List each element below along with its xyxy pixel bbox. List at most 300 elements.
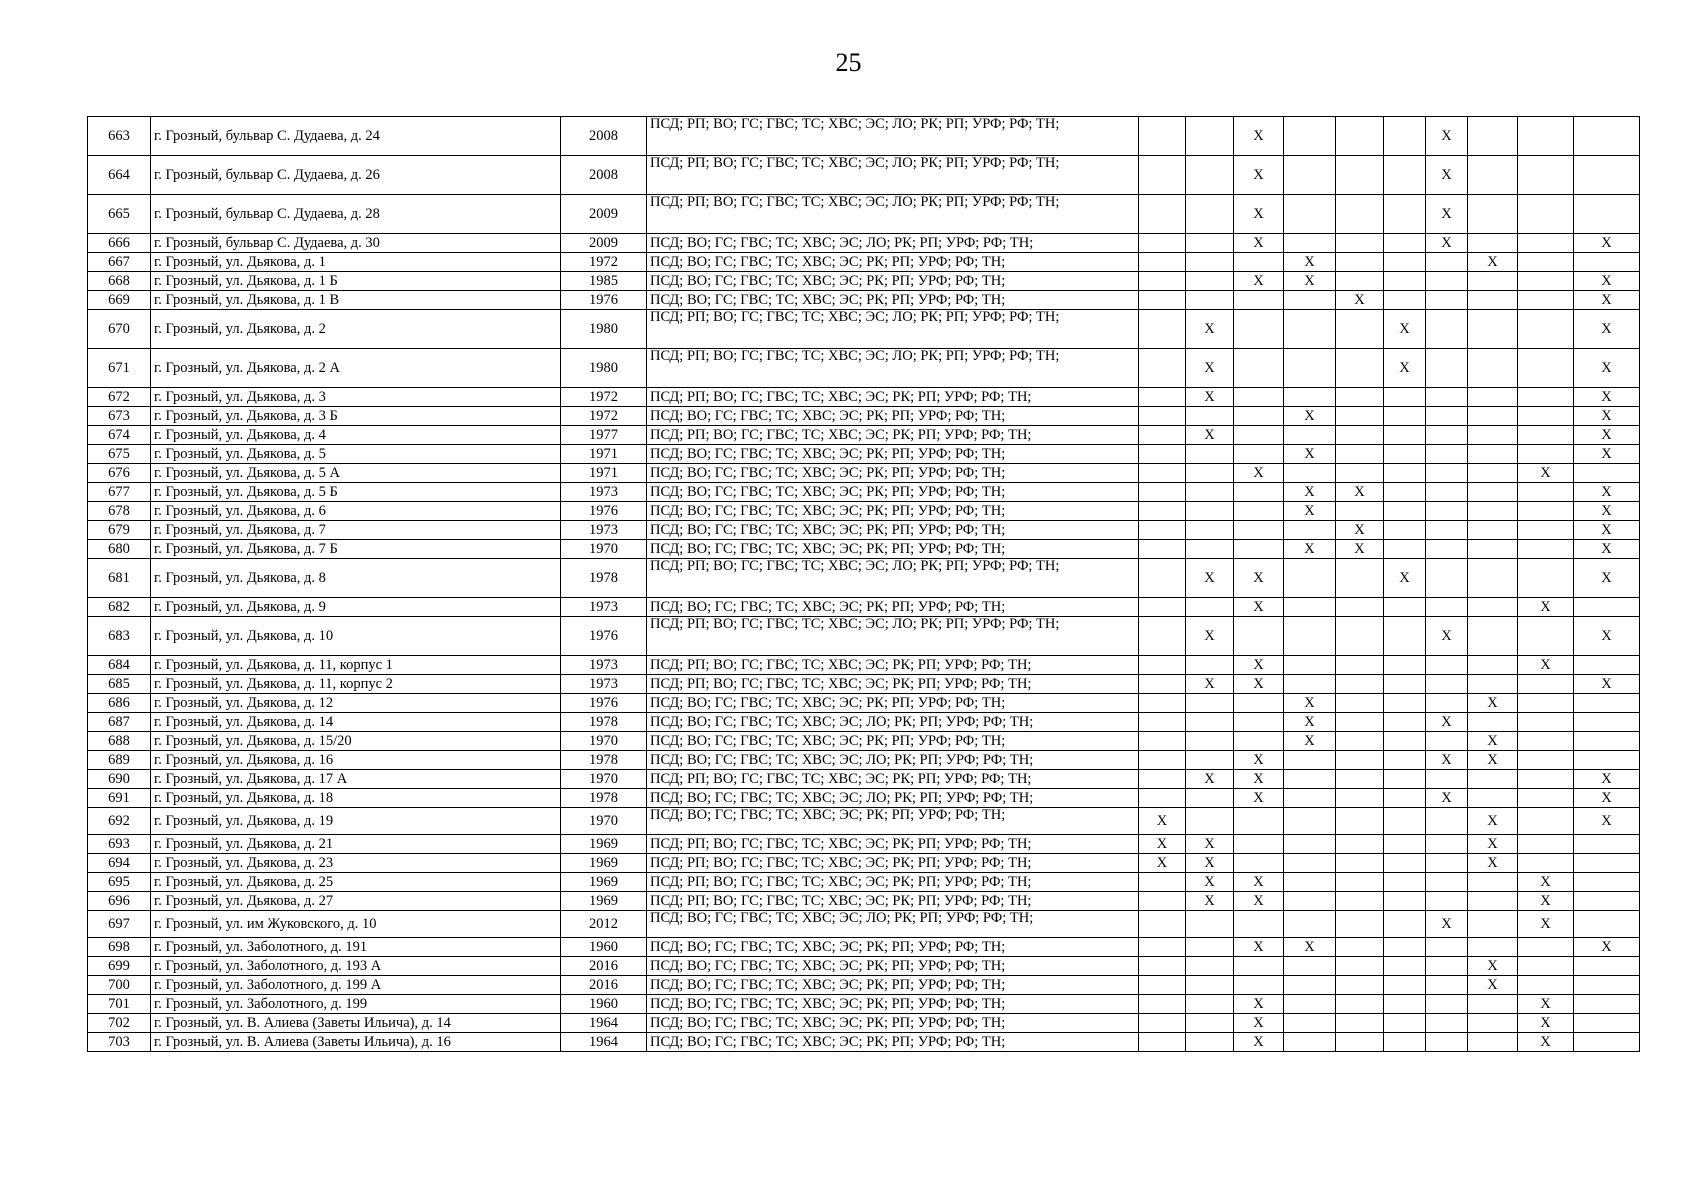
mark-cell — [1139, 156, 1186, 195]
mark-cell — [1284, 598, 1336, 617]
mark-cell — [1468, 388, 1518, 407]
mark-cell — [1468, 995, 1518, 1014]
row-number: 668 — [88, 272, 151, 291]
table-row — [88, 521, 1640, 540]
address-cell: г. Грозный, ул. Дьякова, д. 6 — [151, 502, 561, 521]
mark-cell — [1186, 789, 1234, 808]
year-cell: 2016 — [561, 976, 647, 995]
works-list-cell: ПСД; ВО; ГС; ГВС; ТС; ХВС; ЭС; РК; РП; УРФ; РФ; ТН; — [647, 540, 1139, 559]
mark-cell: X — [1574, 789, 1640, 808]
mark-cell — [1518, 617, 1574, 656]
mark-cell — [1574, 873, 1640, 892]
mark-cell: X — [1468, 808, 1518, 835]
year-cell: 1978 — [561, 713, 647, 732]
mark-cell: X — [1186, 675, 1234, 694]
table-row — [88, 388, 1640, 407]
mark-cell — [1139, 938, 1186, 957]
table-row — [88, 957, 1640, 976]
mark-cell: X — [1468, 976, 1518, 995]
mark-cell: X — [1574, 540, 1640, 559]
mark-cell — [1234, 310, 1284, 349]
mark-cell — [1384, 911, 1426, 938]
mark-cell — [1139, 117, 1186, 156]
mark-cell — [1139, 502, 1186, 521]
mark-cell: X — [1234, 464, 1284, 483]
row-number: 695 — [88, 873, 151, 892]
address-cell: г. Грозный, ул. Дьякова, д. 15/20 — [151, 732, 561, 751]
address-cell: г. Грозный, ул. Дьякова, д. 9 — [151, 598, 561, 617]
mark-cell — [1284, 675, 1336, 694]
mark-cell: X — [1518, 656, 1574, 675]
mark-cell — [1468, 521, 1518, 540]
mark-cell — [1518, 310, 1574, 349]
mark-cell — [1336, 854, 1384, 873]
mark-cell — [1468, 310, 1518, 349]
table-row — [88, 995, 1640, 1014]
mark-cell — [1518, 976, 1574, 995]
mark-cell — [1139, 770, 1186, 789]
works-list-cell: ПСД; ВО; ГС; ГВС; ТС; ХВС; ЭС; РК; РП; УРФ; РФ; ТН; — [647, 694, 1139, 713]
mark-cell — [1336, 598, 1384, 617]
mark-cell — [1426, 808, 1468, 835]
mark-cell: X — [1139, 808, 1186, 835]
mark-cell: X — [1574, 808, 1640, 835]
mark-cell — [1518, 234, 1574, 253]
mark-cell: X — [1284, 483, 1336, 502]
mark-cell — [1384, 1033, 1426, 1052]
mark-cell — [1139, 1033, 1186, 1052]
address-cell: г. Грозный, ул. Дьякова, д. 5 — [151, 445, 561, 464]
mark-cell — [1518, 938, 1574, 957]
mark-cell — [1336, 1014, 1384, 1033]
mark-cell — [1336, 310, 1384, 349]
mark-cell: X — [1186, 892, 1234, 911]
mark-cell — [1139, 540, 1186, 559]
mark-cell — [1518, 713, 1574, 732]
mark-cell: X — [1574, 388, 1640, 407]
row-number: 665 — [88, 195, 151, 234]
mark-cell — [1336, 976, 1384, 995]
address-cell: г. Грозный, ул. Дьякова, д. 27 — [151, 892, 561, 911]
mark-cell — [1384, 938, 1426, 957]
mark-cell — [1384, 253, 1426, 272]
mark-cell: X — [1186, 854, 1234, 873]
year-cell: 1969 — [561, 835, 647, 854]
mark-cell: X — [1518, 464, 1574, 483]
mark-cell — [1284, 617, 1336, 656]
mark-cell: X — [1426, 789, 1468, 808]
row-number: 675 — [88, 445, 151, 464]
works-list-cell: ПСД; РП; ВО; ГС; ГВС; ТС; ХВС; ЭС; РК; РП; УРФ; РФ; ТН; — [647, 873, 1139, 892]
works-list-cell: ПСД; ВО; ГС; ГВС; ТС; ХВС; ЭС; РК; РП; УРФ; РФ; ТН; — [647, 272, 1139, 291]
mark-cell — [1468, 195, 1518, 234]
row-number: 696 — [88, 892, 151, 911]
table-row — [88, 770, 1640, 789]
mark-cell — [1284, 156, 1336, 195]
address-cell: г. Грозный, ул. Дьякова, д. 2 А — [151, 349, 561, 388]
mark-cell — [1186, 540, 1234, 559]
mark-cell — [1384, 117, 1426, 156]
mark-cell — [1518, 694, 1574, 713]
mark-cell: X — [1186, 873, 1234, 892]
year-cell: 1976 — [561, 502, 647, 521]
mark-cell — [1186, 751, 1234, 770]
mark-cell — [1518, 291, 1574, 310]
mark-cell — [1426, 521, 1468, 540]
year-cell: 1978 — [561, 789, 647, 808]
mark-cell — [1139, 598, 1186, 617]
address-cell: г. Грозный, ул. Дьякова, д. 8 — [151, 559, 561, 598]
mark-cell — [1468, 873, 1518, 892]
mark-cell — [1518, 156, 1574, 195]
mark-cell — [1139, 559, 1186, 598]
mark-cell — [1139, 272, 1186, 291]
table-row — [88, 713, 1640, 732]
mark-cell — [1426, 995, 1468, 1014]
address-cell: г. Грозный, ул. Дьякова, д. 5 А — [151, 464, 561, 483]
table-row — [88, 559, 1640, 598]
mark-cell — [1518, 407, 1574, 426]
mark-cell — [1336, 426, 1384, 445]
mark-cell — [1186, 464, 1234, 483]
mark-cell — [1284, 751, 1336, 770]
mark-cell: X — [1518, 995, 1574, 1014]
table-row — [88, 617, 1640, 656]
mark-cell — [1518, 808, 1574, 835]
mark-cell: X — [1139, 835, 1186, 854]
mark-cell — [1186, 117, 1234, 156]
mark-cell — [1186, 995, 1234, 1014]
mark-cell — [1234, 976, 1284, 995]
works-list-cell: ПСД; ВО; ГС; ГВС; ТС; ХВС; ЭС; РК; РП; УРФ; РФ; ТН; — [647, 1014, 1139, 1033]
row-number: 694 — [88, 854, 151, 873]
mark-cell — [1336, 835, 1384, 854]
address-cell: г. Грозный, ул. Дьякова, д. 3 Б — [151, 407, 561, 426]
mark-cell — [1186, 445, 1234, 464]
mark-cell — [1468, 1014, 1518, 1033]
mark-cell — [1384, 656, 1426, 675]
year-cell: 1973 — [561, 521, 647, 540]
mark-cell — [1234, 713, 1284, 732]
mark-cell: X — [1426, 617, 1468, 656]
mark-cell: X — [1468, 835, 1518, 854]
works-list-cell: ПСД; ВО; ГС; ГВС; ТС; ХВС; ЭС; РК; РП; УРФ; РФ; ТН; — [647, 957, 1139, 976]
mark-cell — [1468, 291, 1518, 310]
works-list-cell: ПСД; ВО; ГС; ГВС; ТС; ХВС; ЭС; РК; РП; УРФ; РФ; ТН; — [647, 808, 1139, 835]
mark-cell — [1468, 675, 1518, 694]
mark-cell — [1468, 911, 1518, 938]
mark-cell: X — [1518, 1014, 1574, 1033]
year-cell: 1977 — [561, 426, 647, 445]
mark-cell — [1284, 808, 1336, 835]
mark-cell: X — [1186, 770, 1234, 789]
row-number: 672 — [88, 388, 151, 407]
mark-cell — [1518, 751, 1574, 770]
mark-cell — [1284, 892, 1336, 911]
mark-cell — [1336, 873, 1384, 892]
mark-cell: X — [1426, 713, 1468, 732]
address-cell: г. Грозный, ул. Дьякова, д. 1 В — [151, 291, 561, 310]
works-list-cell: ПСД; ВО; ГС; ГВС; ТС; ХВС; ЭС; РК; РП; УРФ; РФ; ТН; — [647, 732, 1139, 751]
mark-cell — [1139, 957, 1186, 976]
mark-cell — [1518, 272, 1574, 291]
mark-cell — [1518, 559, 1574, 598]
works-list-cell: ПСД; РП; ВО; ГС; ГВС; ТС; ХВС; ЭС; ЛО; РК; РП; УРФ; РФ; ТН; — [647, 617, 1139, 656]
mark-cell — [1384, 483, 1426, 502]
mark-cell — [1336, 892, 1384, 911]
address-cell: г. Грозный, ул. Дьякова, д. 16 — [151, 751, 561, 770]
mark-cell — [1336, 445, 1384, 464]
mark-cell — [1384, 976, 1426, 995]
mark-cell — [1234, 483, 1284, 502]
mark-cell — [1336, 751, 1384, 770]
mark-cell — [1518, 117, 1574, 156]
mark-cell — [1518, 854, 1574, 873]
mark-cell — [1468, 483, 1518, 502]
mark-cell: X — [1468, 694, 1518, 713]
mark-cell: X — [1284, 694, 1336, 713]
mark-cell — [1384, 751, 1426, 770]
mark-cell — [1186, 656, 1234, 675]
table-row — [88, 483, 1640, 502]
mark-cell — [1574, 694, 1640, 713]
mark-cell — [1139, 388, 1186, 407]
table-row — [88, 540, 1640, 559]
mark-cell — [1186, 272, 1234, 291]
mark-cell — [1426, 445, 1468, 464]
mark-cell: X — [1186, 835, 1234, 854]
mark-cell — [1384, 540, 1426, 559]
row-number: 679 — [88, 521, 151, 540]
mark-cell — [1574, 117, 1640, 156]
mark-cell — [1468, 598, 1518, 617]
address-cell: г. Грозный, ул. Заболотного, д. 193 А — [151, 957, 561, 976]
year-cell: 1969 — [561, 892, 647, 911]
works-list-cell: ПСД; РП; ВО; ГС; ГВС; ТС; ХВС; ЭС; РК; РП; УРФ; РФ; ТН; — [647, 675, 1139, 694]
mark-cell — [1234, 808, 1284, 835]
mark-cell — [1574, 751, 1640, 770]
mark-cell: X — [1574, 483, 1640, 502]
works-list-cell: ПСД; РП; ВО; ГС; ГВС; ТС; ХВС; ЭС; РК; РП; УРФ; РФ; ТН; — [647, 835, 1139, 854]
mark-cell: X — [1234, 1033, 1284, 1052]
address-cell: г. Грозный, бульвар С. Дудаева, д. 30 — [151, 234, 561, 253]
mark-cell — [1336, 156, 1384, 195]
mark-cell — [1426, 976, 1468, 995]
year-cell: 2012 — [561, 911, 647, 938]
table-row — [88, 426, 1640, 445]
mark-cell: X — [1468, 732, 1518, 751]
mark-cell — [1336, 388, 1384, 407]
row-number: 680 — [88, 540, 151, 559]
mark-cell: X — [1234, 656, 1284, 675]
mark-cell — [1284, 1014, 1336, 1033]
mark-cell — [1426, 502, 1468, 521]
mark-cell: X — [1574, 675, 1640, 694]
mark-cell — [1426, 1033, 1468, 1052]
table-row — [88, 464, 1640, 483]
mark-cell — [1468, 559, 1518, 598]
mark-cell — [1574, 1014, 1640, 1033]
mark-cell — [1384, 598, 1426, 617]
mark-cell — [1336, 617, 1384, 656]
table-row — [88, 1014, 1640, 1033]
mark-cell — [1186, 195, 1234, 234]
mark-cell — [1426, 892, 1468, 911]
address-cell: г. Грозный, ул. Дьякова, д. 18 — [151, 789, 561, 808]
row-number: 685 — [88, 675, 151, 694]
address-cell: г. Грозный, ул. Заболотного, д. 191 — [151, 938, 561, 957]
address-cell: г. Грозный, ул. Дьякова, д. 1 — [151, 253, 561, 272]
mark-cell: X — [1234, 938, 1284, 957]
mark-cell: X — [1468, 854, 1518, 873]
mark-cell: X — [1284, 732, 1336, 751]
mark-cell — [1186, 938, 1234, 957]
mark-cell: X — [1468, 253, 1518, 272]
mark-cell — [1139, 873, 1186, 892]
row-number: 683 — [88, 617, 151, 656]
table-row — [88, 675, 1640, 694]
row-number: 677 — [88, 483, 151, 502]
mark-cell — [1426, 540, 1468, 559]
year-cell: 1960 — [561, 938, 647, 957]
mark-cell — [1336, 559, 1384, 598]
mark-cell: X — [1518, 892, 1574, 911]
mark-cell — [1426, 854, 1468, 873]
mark-cell — [1234, 911, 1284, 938]
year-cell: 1964 — [561, 1033, 647, 1052]
mark-cell — [1384, 617, 1426, 656]
year-cell: 1976 — [561, 694, 647, 713]
address-cell: г. Грозный, ул. Заболотного, д. 199 А — [151, 976, 561, 995]
mark-cell — [1284, 388, 1336, 407]
mark-cell — [1186, 502, 1234, 521]
table-row — [88, 835, 1640, 854]
mark-cell — [1518, 521, 1574, 540]
mark-cell — [1284, 835, 1336, 854]
mark-cell — [1468, 617, 1518, 656]
mark-cell — [1186, 976, 1234, 995]
table-row — [88, 502, 1640, 521]
mark-cell: X — [1186, 349, 1234, 388]
mark-cell: X — [1234, 789, 1284, 808]
mark-cell — [1468, 156, 1518, 195]
address-cell: г. Грозный, ул. Дьякова, д. 10 — [151, 617, 561, 656]
year-cell: 1971 — [561, 464, 647, 483]
mark-cell — [1186, 911, 1234, 938]
mark-cell: X — [1384, 310, 1426, 349]
mark-cell — [1468, 234, 1518, 253]
mark-cell — [1384, 464, 1426, 483]
mark-cell — [1284, 957, 1336, 976]
mark-cell — [1518, 195, 1574, 234]
mark-cell — [1336, 117, 1384, 156]
year-cell: 1980 — [561, 349, 647, 388]
row-number: 693 — [88, 835, 151, 854]
mark-cell — [1518, 957, 1574, 976]
mark-cell: X — [1284, 445, 1336, 464]
mark-cell: X — [1234, 234, 1284, 253]
page-number: 25 — [835, 48, 862, 77]
mark-cell — [1426, 1014, 1468, 1033]
mark-cell — [1336, 995, 1384, 1014]
mark-cell — [1468, 892, 1518, 911]
mark-cell — [1336, 234, 1384, 253]
mark-cell — [1234, 502, 1284, 521]
mark-cell — [1426, 464, 1468, 483]
mark-cell: X — [1336, 483, 1384, 502]
mark-cell — [1426, 253, 1468, 272]
mark-cell — [1384, 957, 1426, 976]
row-number: 684 — [88, 656, 151, 675]
year-cell: 1970 — [561, 770, 647, 789]
mark-cell — [1336, 1033, 1384, 1052]
mark-cell: X — [1518, 1033, 1574, 1052]
year-cell: 1972 — [561, 407, 647, 426]
mark-cell — [1186, 808, 1234, 835]
mark-cell — [1284, 291, 1336, 310]
year-cell: 1969 — [561, 854, 647, 873]
mark-cell: X — [1234, 1014, 1284, 1033]
year-cell: 2009 — [561, 234, 647, 253]
mark-cell — [1384, 873, 1426, 892]
works-list-cell: ПСД; РП; ВО; ГС; ГВС; ТС; ХВС; ЭС; ЛО; РК; РП; УРФ; РФ; ТН; — [647, 156, 1139, 195]
mark-cell — [1336, 407, 1384, 426]
mark-cell: X — [1284, 253, 1336, 272]
mark-cell — [1139, 464, 1186, 483]
works-list-cell: ПСД; РП; ВО; ГС; ГВС; ТС; ХВС; ЭС; РК; РП; УРФ; РФ; ТН; — [647, 388, 1139, 407]
mark-cell — [1574, 957, 1640, 976]
year-cell: 2008 — [561, 117, 647, 156]
works-list-cell: ПСД; ВО; ГС; ГВС; ТС; ХВС; ЭС; ЛО; РК; РП; УРФ; РФ; ТН; — [647, 751, 1139, 770]
mark-cell — [1336, 694, 1384, 713]
works-list-cell: ПСД; ВО; ГС; ГВС; ТС; ХВС; ЭС; РК; РП; УРФ; РФ; ТН; — [647, 1033, 1139, 1052]
mark-cell — [1234, 291, 1284, 310]
works-list-cell: ПСД; ВО; ГС; ГВС; ТС; ХВС; ЭС; РК; РП; УРФ; РФ; ТН; — [647, 483, 1139, 502]
mark-cell — [1336, 675, 1384, 694]
mark-cell — [1574, 713, 1640, 732]
mark-cell: X — [1234, 675, 1284, 694]
mark-cell: X — [1574, 349, 1640, 388]
mark-cell: X — [1574, 502, 1640, 521]
mark-cell — [1468, 656, 1518, 675]
mark-cell — [1426, 388, 1468, 407]
row-number: 686 — [88, 694, 151, 713]
mark-cell: X — [1234, 117, 1284, 156]
mark-cell — [1234, 957, 1284, 976]
mark-cell — [1336, 253, 1384, 272]
mark-cell: X — [1468, 957, 1518, 976]
mark-cell: X — [1574, 617, 1640, 656]
row-number: 674 — [88, 426, 151, 445]
mark-cell: X — [1336, 521, 1384, 540]
works-list-cell: ПСД; РП; ВО; ГС; ГВС; ТС; ХВС; ЭС; РК; РП; УРФ; РФ; ТН; — [647, 770, 1139, 789]
table-row — [88, 789, 1640, 808]
mark-cell — [1284, 195, 1336, 234]
row-number: 667 — [88, 253, 151, 272]
works-list-cell: ПСД; РП; ВО; ГС; ГВС; ТС; ХВС; ЭС; ЛО; РК; РП; УРФ; РФ; ТН; — [647, 195, 1139, 234]
mark-cell: X — [1574, 445, 1640, 464]
mark-cell — [1574, 464, 1640, 483]
mark-cell — [1186, 407, 1234, 426]
table-row — [88, 732, 1640, 751]
works-list-cell: ПСД; ВО; ГС; ГВС; ТС; ХВС; ЭС; РК; РП; УРФ; РФ; ТН; — [647, 464, 1139, 483]
year-cell: 1972 — [561, 253, 647, 272]
mark-cell: X — [1186, 426, 1234, 445]
works-list-cell: ПСД; РП; ВО; ГС; ГВС; ТС; ХВС; ЭС; РК; РП; УРФ; РФ; ТН; — [647, 656, 1139, 675]
table-row — [88, 445, 1640, 464]
mark-cell — [1426, 349, 1468, 388]
mark-cell — [1139, 195, 1186, 234]
